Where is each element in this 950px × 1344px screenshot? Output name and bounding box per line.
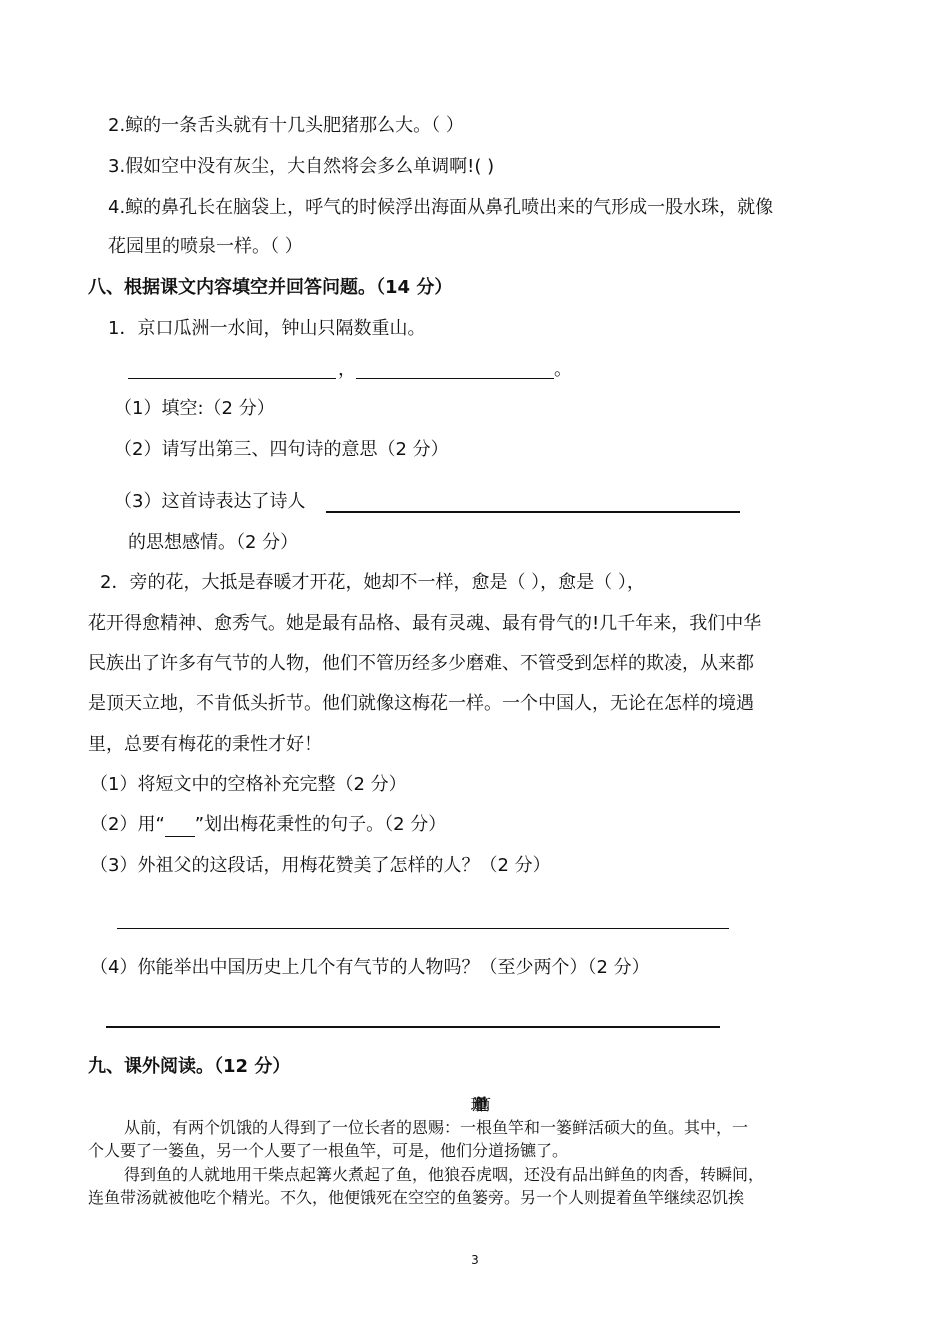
reading-p1-line1: 从前，有两个饥饿的人得到了一位长者的恩赐：一根鱼竿和一篓鲜活硕大的鱼。其中，一 [124,1118,749,1137]
q1-sub3-end: 的思想感情。（2 分） [128,532,299,553]
reading-p1-line2: 个人要了一篓鱼，另一个人要了一根鱼竿，可是，他们分道扬镳了。 [88,1141,569,1160]
poem-comma: ， [338,359,356,380]
q2-line3: 民族出了许多有气节的人物，他们不管历经多少磨难、不管受到怎样的欺凌，从来都 [88,653,754,674]
poem-period: 。 [554,359,572,380]
q2-sub1: （1）将短文中的空格补充完整（2 分） [90,774,407,795]
q1-sub1: （1）填空:（2 分） [114,398,275,419]
s7-item3: 3.假如空中没有灰尘，大自然将会多么单调啊!( ) [108,156,495,177]
q2-sub3: （3）外祖父的这段话，用梅花赞美了怎样的人？（2 分） [90,855,551,876]
poem-blank-1[interactable] [128,378,336,379]
page-number: 3 [471,1253,479,1267]
reading-title [0,1094,950,1116]
underline-sample [165,818,195,837]
reading-p2-line2: 连鱼带汤就被他吃个精光。不久，他便饿死在空空的鱼篓旁。另一个人则提着鱼竿继续忍饥挨 [88,1188,745,1207]
section9-heading: 九、课外阅读。（12 分） [88,1056,291,1077]
q2-sub2-start: （2）用“ [90,814,165,835]
q1-sub2: （2）请写出第三、四句诗的意思（2 分） [114,439,449,460]
sub3-answer-line-2[interactable] [117,928,729,929]
sub4-answer-line[interactable] [106,1026,720,1028]
q2-line1: 2．旁的花，大抵是春暖才开花，她却不一样，愈是（ ），愈是（ ）， [100,572,645,593]
section8-heading: 八、根据课文内容填空并回答问题。（14 分） [88,277,453,298]
q1-sub3-start: （3）这首诗表达了诗人 [114,491,306,512]
q2-sub2 [90,813,446,837]
reading-p2-line1: 得到鱼的人就地用干柴点起篝火煮起了鱼，他狼吞虎咽，还没有品出鲜鱼的肉香，转瞬间， [124,1165,765,1184]
sub3-answer-line[interactable] [326,511,740,513]
q1-poem: 1．京口瓜洲一水间，钟山只隔数重山。 [108,318,426,339]
q2-sub4: （4）你能举出中国历史上几个有气节的人物吗？（至少两个）（2 分） [90,957,650,978]
q2-line2: 花开得愈精神、愈秀气。她是最有品格、最有灵魂、最有骨气的!几千年来，我们中华 [88,613,762,634]
poem-blank-2[interactable] [356,378,554,379]
q2-line4: 是顶天立地，不肯低头折节。他们就像这梅花一样。一个中国人，无论在怎样的境遇 [88,693,754,714]
s7-item2: 2.鲸的一条舌头就有十几头肥猪那么大。（ ） [108,115,464,136]
q2-sub2-end: ”划出梅花秉性的句子。（2 分） [194,814,447,835]
s7-item4-line2: 花园里的喷泉一样。（ ） [108,236,303,257]
q2-line5: 里，总要有梅花的秉性才好！ [88,734,322,755]
s7-item4-line1: 4.鲸的鼻孔长在脑袋上，呼气的时候浮出海面从鼻孔喷出来的气形成一股水珠，就像 [108,197,774,218]
